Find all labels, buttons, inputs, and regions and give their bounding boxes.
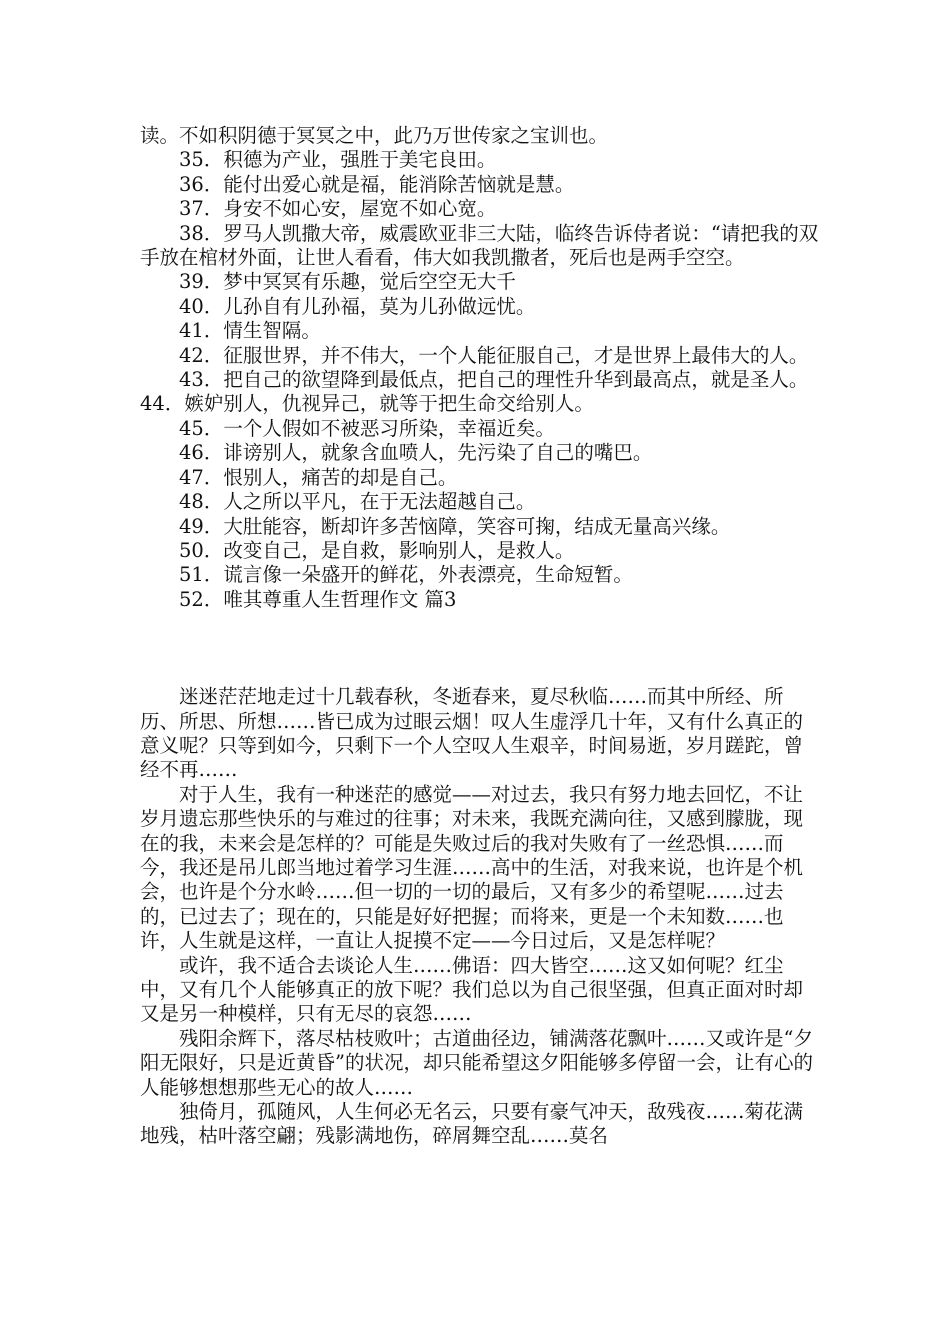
- list-item-51: 51．谎言像一朵盛开的鲜花，外表漂亮，生命短暂。: [179, 563, 633, 587]
- list-item-36: 36．能付出爱心就是福，能消除苦恼就是慧。: [179, 172, 575, 196]
- list-item-46: 46．诽谤别人，就象含血喷人，先污染了自己的嘴巴。: [179, 441, 653, 465]
- list-item-35: 35．积德为产业，强胜于美宅良田。: [179, 148, 497, 172]
- essay-paragraph-4: 残阳余辉下，落尽枯枝败叶；古道曲径边，铺满落花飘叶……又或许是“夕阳无限好，只是近黄昏”的状况，却只能希望这夕阳能够多停留一会，让有心的人能够想想那些无心的故人……: [140, 1026, 813, 1099]
- list-item-50: 50．改变自己，是自救，影响别人，是救人。: [179, 538, 575, 562]
- document-body: [140, 124, 820, 1149]
- section-heading: 52．唯其尊重人生哲理作文 篇3: [179, 587, 457, 611]
- list-item-37: 37．身安不如心安，屋宽不如心宽。: [179, 197, 497, 221]
- essay-paragraph-1: 迷迷茫茫地走过十几载春秋，冬逝春来，夏尽秋临……而其中所经、所历、所思、所想……皆已成为过眼云烟！叹人生虚浮几十年，又有什么真正的意义呢？只等到如今，只剩下一个人空叹人生艰辛，时间易逝，岁月蹉跎，曾经不再……: [140, 685, 804, 782]
- list-item-40: 40．儿孙自有儿孙福，莫为儿孙做远忧。: [179, 294, 536, 318]
- essay-paragraph-5: 独倚月，孤随风，人生何必无名云，只要有豪气冲天，敌残夜……菊花满地残，枯叶落空翩；残影满地伤，碎屑舞空乱……莫名: [140, 1100, 804, 1148]
- essay-paragraph-2: 对于人生，我有一种迷茫的感觉——对过去，我只有努力地去回忆，不让岁月遗忘那些快乐的与难过的往事；对未来，我既充满向往，又感到朦胧，现在的我，未来会是怎样的？可能是失败过后的我对失败有了一丝恐惧……而今，我还是吊儿郎当地过着学习生涯……高中的生活，对我来说，也许是个机会，也许是个分水岭……但一切的一切的最后，又有多少的希望呢……过去的，已过去了；现在的，只能是好好把握；而将来，更是一个未知数……也许，人生就是这样，一直让人捉摸不定——今日过后，又是怎样呢？: [140, 782, 804, 953]
- list-item-49: 49．大肚能容，断却许多苦恼障，笑容可掬，结成无量高兴缘。: [179, 514, 731, 538]
- list-item-43-44: 43．把自己的欲望降到最低点，把自己的理性升华到最高点，就是圣人。44．嫉妒别人，仇视异己，就等于把生命交给别人。: [140, 368, 809, 416]
- list-item-45: 45．一个人假如不被恶习所染，幸福近矣。: [179, 416, 555, 440]
- paragraph-continuation: 读。不如积阴德于冥冥之中，此乃万世传家之宝训也。: [140, 124, 609, 147]
- list-item-39: 39．梦中冥冥有乐趣，觉后空空无大千: [179, 270, 516, 294]
- section-gap: [140, 612, 820, 685]
- list-item-48: 48．人之所以平凡，在于无法超越自己。: [179, 490, 536, 514]
- list-item-41: 41．情生智隔。: [179, 319, 321, 343]
- list-item-42: 42．征服世界，并不伟大，一个人能征服自己，才是世界上最伟大的人。: [179, 343, 809, 367]
- essay-paragraph-3: 或许，我不适合去谈论人生……佛语：四大皆空……这又如何呢？红尘中，又有几个人能够真正的放下呢？我们总以为自己很坚强，但真正面对时却又是另一种模样，只有无尽的哀怨……: [140, 953, 804, 1026]
- list-item-47: 47．恨别人，痛苦的却是自己。: [179, 465, 458, 489]
- list-item-38: 38．罗马人凯撒大帝，威震欧亚非三大陆，临终告诉侍者说：“请把我的双手放在棺材外面，让世人看看，伟大如我凯撒者，死后也是两手空空。: [140, 221, 819, 270]
